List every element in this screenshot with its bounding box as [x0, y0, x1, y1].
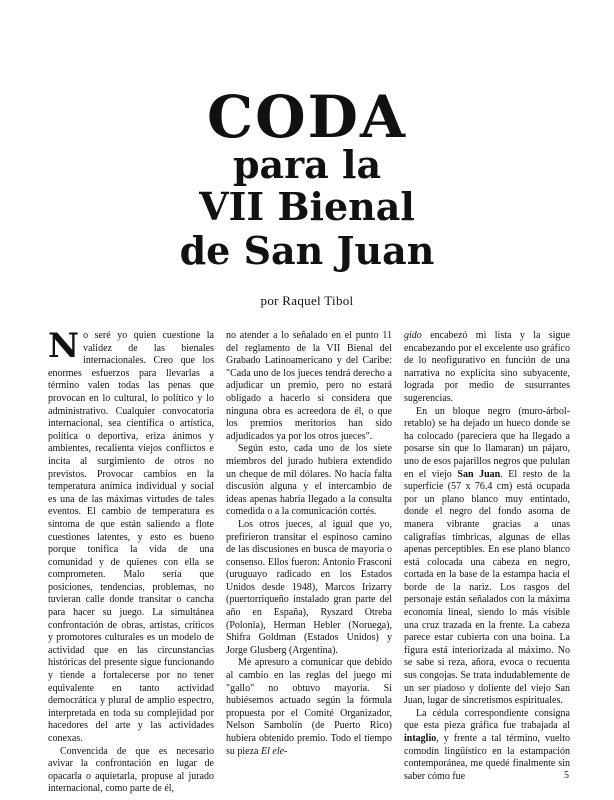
article-column-2 [226, 330, 392, 757]
paragraph [48, 326, 214, 746]
byline: por Raquel Tibol [260, 293, 354, 308]
paragraph-text: o seré yo quien cuestione la validez de las bienales internacionales. Creo que los enormes esfuerzos para llevarlas a término valen todas las penas que provocan en lo cultural, lo político y lo administrativo. Cualquier convocatoria internacional, sea científica o artística, política o deportiva, eriza ánimos y ambientes, recalienta viejos conflictos e incita al surgimiento de otros no previstos. Provocar cambios en la temperatura anímica individual y social es una de las máximas virtudes de tales eventos. El cambio de temperatura es síntoma de que están saliendo a flote cuestiones latentes, y esto es bueno porque tonifica la vida de una comunidad y de quienes con ella se comprometen. Malo sería que posiciones, tendencias, problemas, no tuvieran calle donde transitar o cancha para hacer su juego. La simultánea confrontación de obras, artistas, críticos y promotores culturales es un modelo de actividad que en las circunstancias históricas del presente sigue funcionando y tiende a fortalecerse por no tener equivalente en tanto actividad democrática y plural de amplio espectro, interpretada en toda su complejidad por hacedores del arte y las actividades conexas. [48, 330, 214, 744]
paragraph: Convencida de que es necesario avivar la confrontación en lugar de opacarla o aquietarla, propuse al jurado internacional, como parte de él, [48, 745, 214, 795]
paragraph-text: La cédula correspondiente consigna que esta pieza gráfica fue trabajada al [404, 707, 570, 732]
paragraph: Según esto, cada uno de los siete miembros del jurado hubiera extendido un cheque de mil dólares. No hacía falta discusión alguna y el intercambio de ideas apenas habría llegado a la consulta comedida o a la comunicación cortés. [226, 443, 392, 518]
paragraph: no atender a lo señalado en el punto 11 del reglamento de la VII Bienal del Grabado Latinoamericano y del Caribe: "Cada uno de los jueces tendrá derecho a adjudicar un premio, pero no estará obligado a hacerlo si considera que ninguna obra es acreedora de él, o que los premios meritorios han sido adjudicados ya por los otros jueces". [226, 330, 392, 442]
paragraph-text: , y frente a tal término, vuelto comodín lingüístico en la estampación contemporánea, me quedé finalmente sin saber cómo fue [404, 733, 570, 782]
title-line-4: de San Juan [179, 228, 435, 273]
title-line-1: CODA [207, 83, 407, 151]
article-column-3 [404, 330, 571, 782]
bold-text: San Juan [457, 468, 501, 480]
drop-cap: N [48, 326, 80, 366]
paragraph-text: En un bloque negro (muro-árbol-retablo) se ha dejado un hueco donde se ha colocado (pareciera que ha llegado a posarse sin que lo llamaran) un pájaro, uno de esos pajarillos negros que pululan en el viejo [404, 405, 570, 480]
paragraph [226, 657, 392, 758]
paragraph-text: . El resto de la superficie (57 x 76.4 cm) está ocupada por un plano blanco muy entintado, donde el negro del fondo asoma de manera vibrante gracias a unas caligrafías tímbricas, algunas de ellas apenas perceptibles. En ese plano blanco está colocada una cabeza en negro, cortada en la base de la estampa hacia el borde de la nariz. Los rasgos del personaje están señalados con la máxima economía lineal, siendo lo más visible una cruz trazada en la frente. La cabeza parece estar cubierta con una boina. La figura está interiorizada al máximo. No se sabe si reza, añora, evoca o recuenta sus congojas. Se trata indudablemente de un ser piadoso y doliente del viejo San Juan, lugar de sincretismos espirituales. [404, 468, 571, 707]
paragraph: Los otros jueces, al igual que yo, prefirieron transitar el espinoso camino de las discusiones en busca de mayoría o consenso. Ellos fueron: Antonio Frasconi (uruguayo radicado en los Estados Unidos desde 1948), Marcos Irizarry (puertorriqueño instalado gran parte del año en España), Ryszard Otreba (Polonia), Herman Hebler (Noruega), Shifra Goldman (Estados Unidos) y Jorge Glusberg (Argentina). [226, 518, 392, 656]
paragraph-text: Me apresuro a comunicar que debido al cambio en las reglas del juego mi "gallo" no obtuvo mayoría. Si hubiésemos actuado según la fórmula propuesta por el Comité Organizador, Nelson Sambolín (de Puerto Rico) hubiera obtenido premio. Todo el tiempo su pieza [226, 657, 392, 757]
bold-text: intaglio [404, 733, 437, 744]
paragraph [404, 406, 570, 708]
paragraph [404, 330, 570, 406]
title-line-2: para la [232, 142, 382, 187]
artwork-title-fragment: gido [404, 330, 422, 341]
article-column-1 [48, 326, 214, 795]
paragraph-text: encabezó mi lista y la sigue encabezando por el excelente uso gráfico de lo neofigurativo en función de una narrativa no explícita sino subyacente, lograda por medio de susurrantes sugerencias. [404, 330, 570, 404]
title-line-3: VII Bienal [199, 184, 415, 229]
paragraph [404, 708, 570, 784]
artwork-title-fragment: El ele- [261, 745, 288, 757]
page-number: 5 [564, 770, 569, 781]
